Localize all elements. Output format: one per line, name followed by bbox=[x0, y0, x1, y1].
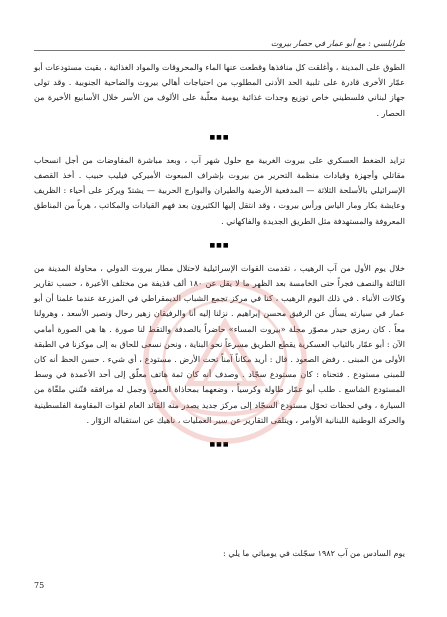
paragraph-1: الطوق على المدينة ، وأغلقت كل منافذها وقطعت عنها الماء والمحروقات والمواد الغذائية ، بقيت مستودعات أبو عمّار الأخرى قادرة على تلبية الحد الأدنى المطلوب من احتياجات أهالي بيروت والضاحية الجنوبية . وقد تولى جهاز لبناني فلسطيني خاص توزيع وجدات غذائية يومية معلّبة على الألوف من الأسر خلال الأسابيع الأخيرة من الحصار . bbox=[34, 62, 405, 118]
paragraph-3: خلال يوم الأول من آب الرهيب ، تقدمت القوات الإسرائيلية لاحتلال مطار بيروت الدولي ، محاولة المدينة من الثالثة والنصف فجراً حتى الخامسة بعد الظهر ما لا يقل عن ١٨٠ ألف قذيفة من مختلف الأعيرة ، حسب تقارير وكالات الأنباء . في ذلك اليوم الرهيب ، كنا في مركز تجمع الشباب الديمقراطي في المزرعة عندما علمنا أن أبو عمار في سيارته يسأل عن الرفيق محسن إبراهيم . نزلنا إليه أنا والرفيقان زهير رحال ونصير الأسعد ، وهرولنا معاً . كان رمزي حيدر مصوّر مجلة «بيروت المساء» حاضراً بالصدفة والتقط لنا صورة . ها هي الصورة أمامي الآن : أبو عمّار بالثياب العسكرية يقطع الطريق مسرعاً نحو البناية ، ونحن نسعى للحاق به إلى موكزنا في الطبقة الأولى من المبنى . رفض الصعود . قال : أريد مكاناً آمناً تحت الأرض . مستودع ، أي شيء . حسن الحظ أنه كان للمبنى مستودع . فتحناه : كان مستودع سجّاد . وصدف أنه كان ثمة هاتف معلّق إلى أحد الأعمدة في وسط المستودع الشاسع . طلب أبو عمّار طاولة وكرسياً ، وضعهما بمحاذاة العمود وجمل له مرافقه قنّنني ملقّاة من السيارة ، وفي لحظات تحوّل مستودع السجّاد إلى مركز جديد يصدر منه القائد العام لقوات المقاومة الفلسطينية والحركة الوطنية اللبنانية الأوامر ، ويتلقى التقارير عن سير العمليات ، ناهيك عن استقباله الزوّار . bbox=[34, 262, 405, 425]
diary-entry-intro: يوم السادس من آب ١٩٨٢ سجّلت في يومياتي ما يلي : bbox=[223, 548, 405, 558]
section-separator-2: ■■■ bbox=[209, 241, 230, 249]
paragraph-2: تزايد الضغط العسكري على بيروت الغربية مع حلول شهر آب ، وبعد مباشرة المفاوضات من أجل انسحاب مقاتلي وأجهزة وقيادات منظمة التحرير من بيروت بإشراف المبعوث الأميركي فيليب حبيب . أخذ القصف الإسرائيلي بالأسلحة الثلاثة — المدفعية الأرضية والطيران والبوارج الحربية — يشتدّ ويركز على أحياء : الظريف وعايشة بكار ومار الياس ورأس بيروت ، وقد انتقل إليها الكثيرون بعد فهم القيادات والمكاتب ، هرباً من المناطق المعروفة والمستهدفة مثل الطريق الجديدة والفاكهاني . bbox=[34, 154, 405, 226]
section-separator-1: ■■■ bbox=[209, 133, 230, 141]
watermark-logo-icon bbox=[135, 272, 315, 452]
running-head: طرابلسي : مع أبو عمار في حصار بيروت bbox=[34, 39, 405, 51]
section-separator-3: ■■■ bbox=[209, 441, 230, 449]
page-number: 75 bbox=[34, 581, 45, 590]
